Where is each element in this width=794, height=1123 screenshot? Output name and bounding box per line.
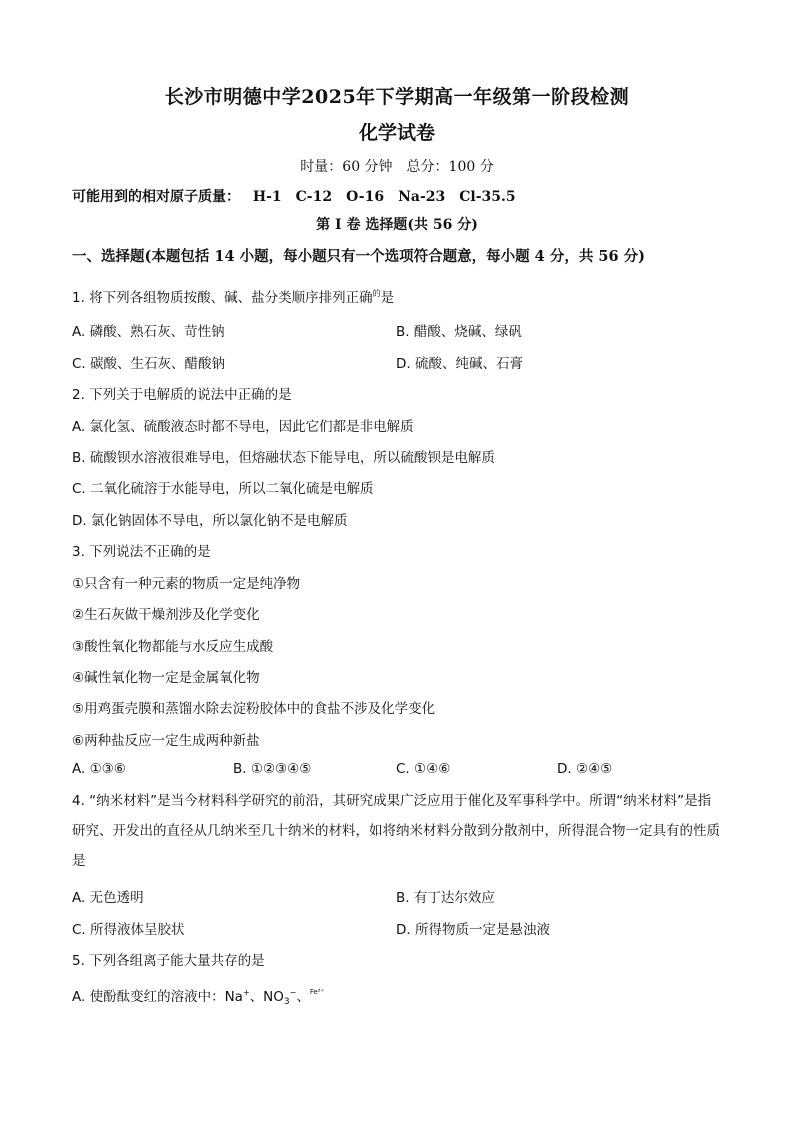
- question-3-statement-1: ①只含有一种元素的物质一定是纯净物: [72, 576, 301, 592]
- question-1-option-c: C. 碳酸、生石灰、醋酸钠: [72, 356, 226, 372]
- question-2-option-d: D. 氯化钠固体不导电，所以氯化钠不是电解质: [72, 513, 348, 529]
- question-3-statement-3: ③酸性氧化物都能与水反应生成酸: [72, 639, 274, 655]
- atomic-mass-values: H-1 C-12 O-16 Na-23 Cl-35.5: [252, 189, 516, 205]
- question-4-option-b: B. 有丁达尔效应: [396, 890, 495, 906]
- question-4-option-c: C. 所得液体呈胶状: [72, 922, 185, 938]
- question-4-option-d: D. 所得物质一定是悬浊液: [396, 922, 550, 938]
- question-4-stem: 4. “纳米材料”是当今材料科学研究的前沿，其研究成果广泛应用于催化及军事科学中。所谓“纳米材料”是指研究、开发出的直径从几纳米至几十纳米的材料，如将纳米材料分散到分散剂中，所得混合物一定具有的性质是: [72, 793, 720, 869]
- exam-subtitle: 化学试卷: [358, 122, 435, 144]
- question-3-statement-5: ⑤用鸡蛋壳膜和蒸馏水除去淀粉胶体中的食盐不涉及化学变化: [72, 701, 436, 717]
- question-3-statement-6: ⑥两种盐反应一定生成两种新盐: [72, 733, 260, 749]
- question-5-stem: 5. 下列各组离子能大量共存的是: [72, 953, 265, 969]
- question-3-option-b: B. ①②③④⑤: [233, 761, 312, 777]
- question-3-stem: 3. 下列说法不正确的是: [72, 544, 211, 560]
- question-2-option-a: A. 氯化氢、硫酸液态时都不导电，因此它们都是非电解质: [72, 419, 414, 435]
- question-3-statement-2: ②生石灰做干燥剂涉及化学变化: [72, 607, 260, 623]
- question-4-option-a: A. 无色透明: [72, 890, 144, 906]
- question-2-option-c: C. 二氧化硫溶于水能导电，所以二氧化硫是电解质: [72, 481, 374, 497]
- atomic-mass-line: [72, 186, 516, 206]
- question-2-option-b: B. 硫酸钡水溶液很难导电，但熔融状态下能导电，所以硫酸钡是电解质: [72, 450, 495, 466]
- atomic-mass-label: 可能用到的相对原子质量：: [72, 189, 240, 205]
- section-title: 一、选择题(本题包括 14 小题，每小题只有一个选项符合题意，每小题 4 分，共 56 分): [72, 248, 645, 265]
- question-5-option-a: A. 使酚酞变红的溶液中：Na+、$NO_3^-$、$^{Fe^{3+}}$: [72, 988, 325, 1007]
- part-title: 第 I 卷 选择题(共 56 分): [316, 217, 478, 233]
- question-1-option-d: D. 硫酸、纯碱、石膏: [396, 356, 523, 372]
- question-1-option-a: A. 磷酸、熟石灰、苛性钠: [72, 324, 225, 340]
- question-1-stem: 1. 将下列各组物质按酸、碱、盐分类顺序排列正确$^的$是: [72, 289, 395, 306]
- question-2-stem: 2. 下列关于电解质的说法中正确的是: [72, 387, 292, 403]
- question-1-option-b: B. 醋酸、烧碱、绿矾: [396, 324, 522, 340]
- time-info: 时量：60 分钟 总分：100 分: [300, 159, 494, 175]
- question-3-option-c: C. ①④⑥: [396, 761, 451, 777]
- question-3-option-a: A. ①③⑥: [72, 761, 126, 777]
- exam-title: 长沙市明德中学2025年下学期高一年级第一阶段检测: [164, 86, 630, 108]
- question-3-statement-4: ④碱性氧化物一定是金属氧化物: [72, 670, 260, 686]
- question-3-option-d: D. ②④⑤: [557, 761, 613, 777]
